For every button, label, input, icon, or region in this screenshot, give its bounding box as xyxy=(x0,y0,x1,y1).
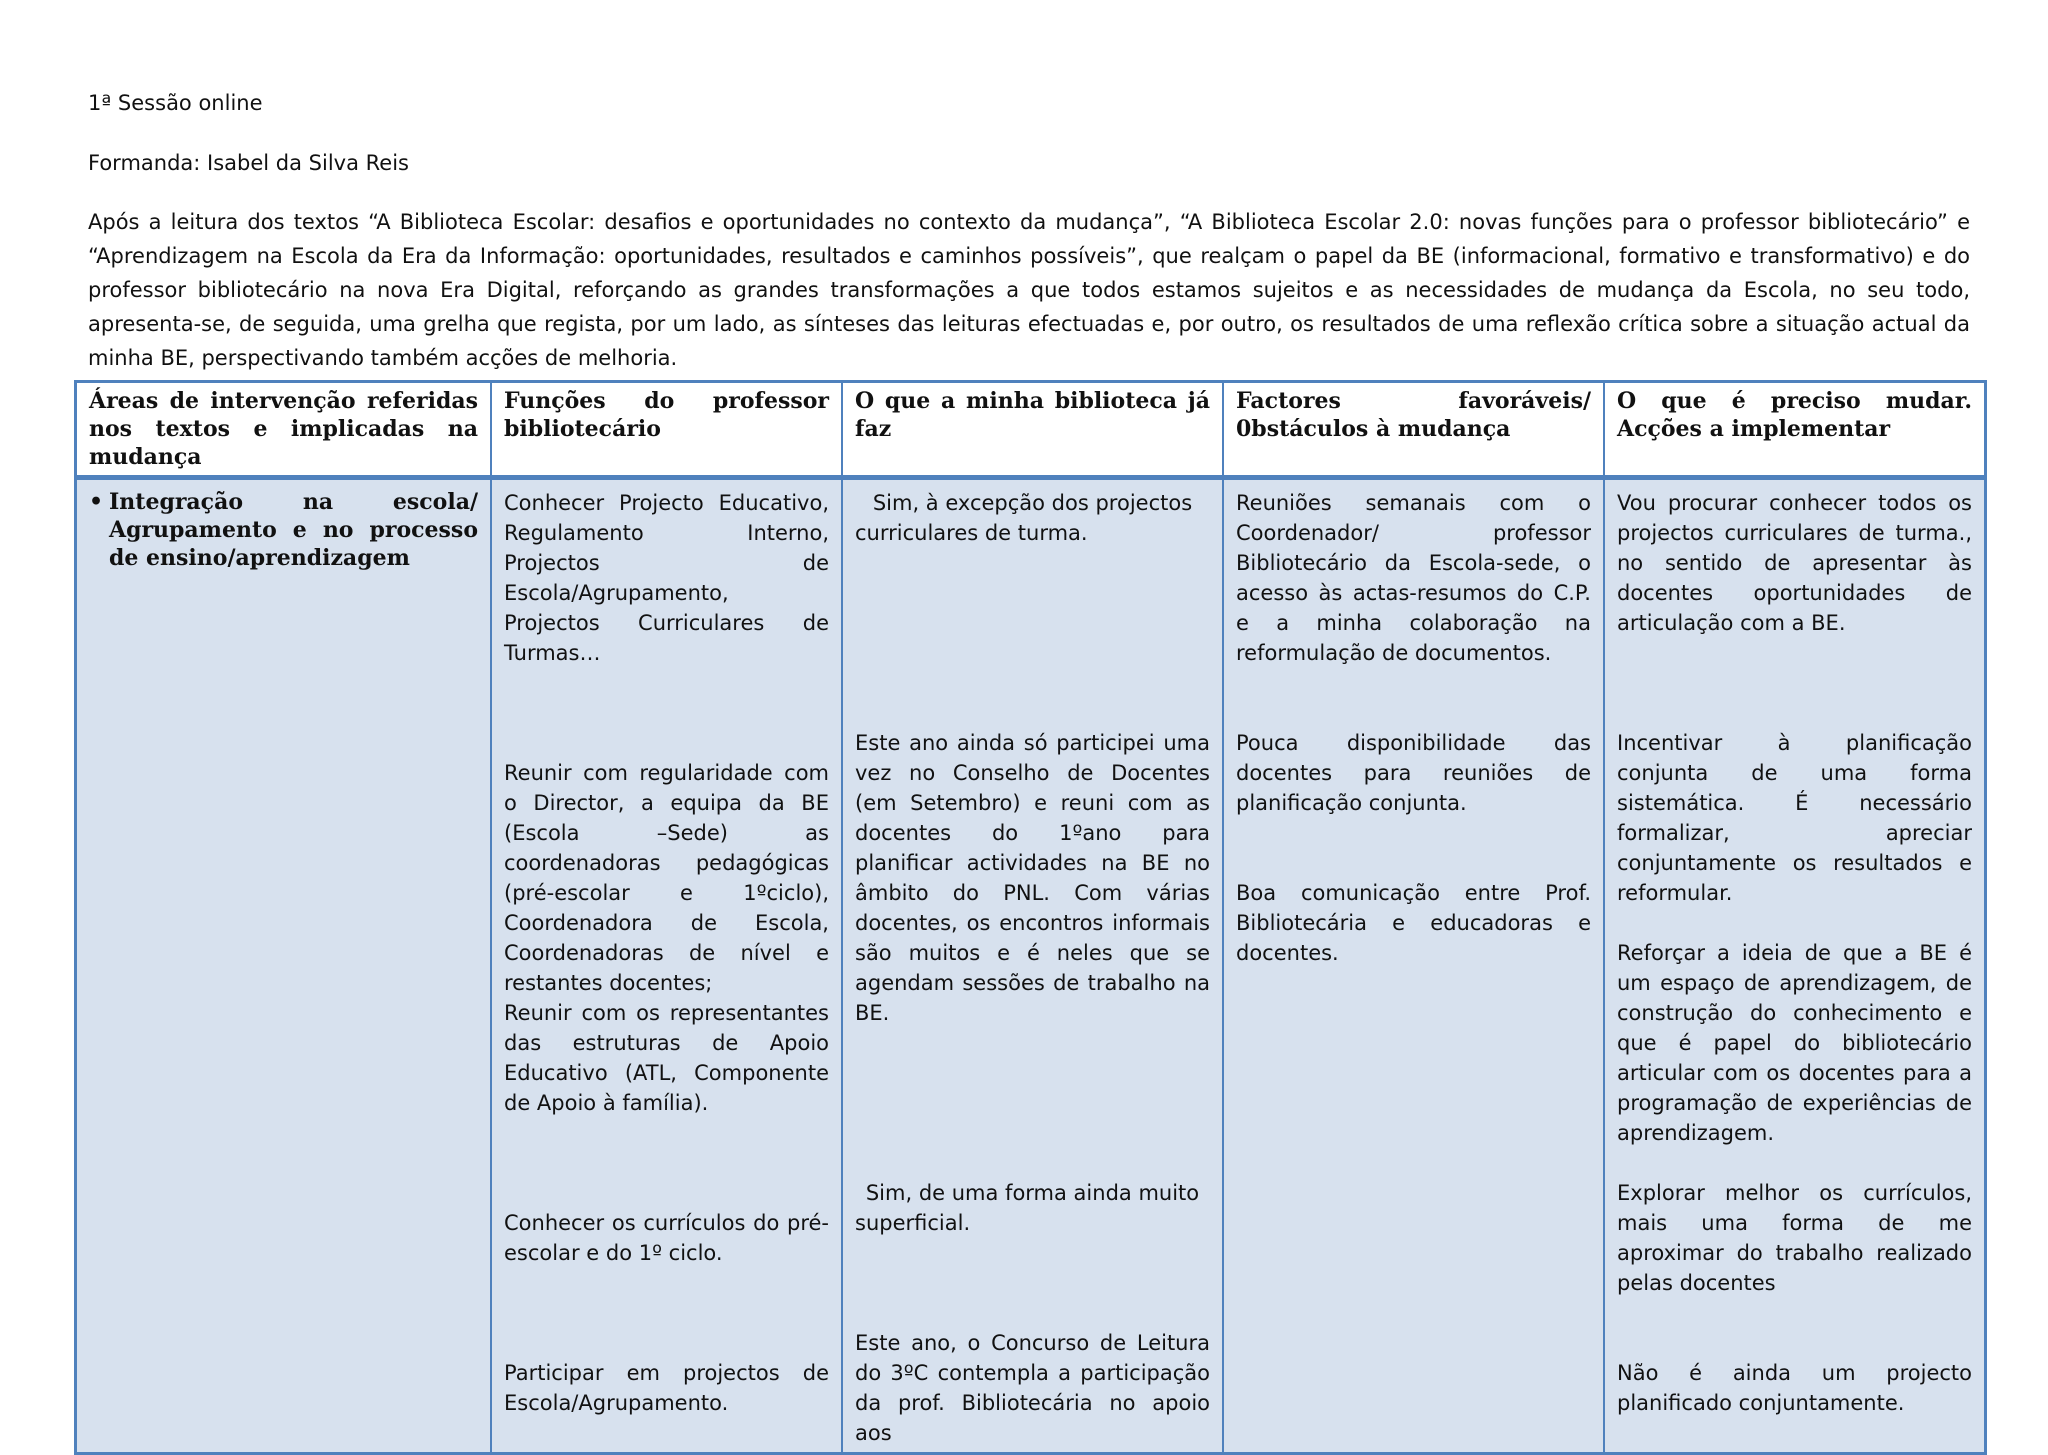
funcao-item: Conhecer os currículos do pré-escolar e do 1º ciclo. xyxy=(504,1211,829,1265)
cell-ja-faz xyxy=(842,478,1223,1454)
cell-area xyxy=(76,478,492,1454)
intro-paragraph: Após a leitura dos textos “A Biblioteca Escolar: desafios e oportunidades no contexto da mudança”, “A Biblioteca Escolar 2.0: novas funções para o professor bibliotecário” e “Aprendizagem na Escola da Era da Informação: oportunidades, resultados e caminhos possíveis”, que realçam o papel da BE (informacional, formativo e transformativo) e do professor bibliotecário na nova Era Digital, reforçando as grandes transformações a que todos estamos sujeitos e as necessidades de mudança da Escola, no seu todo, apresenta-se, de seguida, uma grelha que regista, por um lado, as sínteses das leituras efectuadas e, por outro, os resultados de uma reflexão crítica sobre a situação actual da minha BE, perspectivando também acções de melhoria. xyxy=(88,210,1970,370)
funcao-item: Conhecer Projecto Educativo, Regulamento Interno, Projectos de Escola/Agrupamento, Projectos Curriculares de Turmas… xyxy=(504,491,829,665)
trainee-name: Formanda: Isabel da Silva Reis xyxy=(88,151,409,175)
reflection-grid-table xyxy=(74,380,1987,1455)
faz-item: Este ano ainda só participei uma vez no Conselho de Docentes (em Setembro) e reuni com as docentes do 1ºano para planificar actividades na BE no âmbito do PNL. Com várias docentes, os encontros informais são muitos e é neles que se agendam sessões de trabalho na BE. xyxy=(855,731,1210,1025)
faz-item: Este ano, o Concurso de Leitura do 3ºC contempla a participação da prof. Bibliotecária no apoio aos xyxy=(855,1331,1210,1445)
accao-item: Reforçar a ideia de que a BE é um espaço de aprendizagem, de construção do conhecimento e que é papel do bibliotecário articular com os docentes para a programação de experiências de aprendizagem. xyxy=(1617,941,1972,1145)
factor-item: Reuniões semanais com o Coordenador/ professor Bibliotecário da Escola-sede, o acesso às actas-resumos do C.P. e a minha colaboração na reformulação de documentos. xyxy=(1236,491,1591,665)
factor-item: Boa comunicação entre Prof. Bibliotecária e educadoras e docentes. xyxy=(1236,881,1591,965)
accao-item: Explorar melhor os currículos, mais uma forma de me aproximar do trabalho realizado pelas docentes xyxy=(1617,1181,1972,1295)
header-accoes: O que é preciso mudar. Acções a implementar xyxy=(1604,382,1986,478)
header-funcoes: Funções do professor bibliotecário xyxy=(491,382,842,478)
cell-funcoes xyxy=(491,478,842,1454)
header-areas: Áreas de intervenção referidas nos textos e implicadas na mudança xyxy=(76,382,492,478)
funcao-item: Reunir com regularidade com o Director, a equipa da BE (Escola –Sede) as coordenadoras pedagógicas (pré-escolar e 1ºciclo), Coordenadora de Escola, Coordenadoras de nível e restantes docentes; xyxy=(504,761,829,995)
cell-accoes xyxy=(1604,478,1986,1454)
header-ja-faz: O que a minha biblioteca já faz xyxy=(842,382,1223,478)
factor-item: Pouca disponibilidade das docentes para reuniões de planificação conjunta. xyxy=(1236,731,1591,815)
faz-item: Sim, de uma forma ainda muito superficial. xyxy=(855,1181,1200,1235)
funcao-item: Reunir com os representantes das estruturas de Apoio Educativo (ATL, Componente de Apoio à família). xyxy=(504,1001,829,1115)
table-row xyxy=(76,478,1986,1454)
accao-item: Não é ainda um projecto planificado conjuntamente. xyxy=(1617,1361,1972,1415)
accao-item: Vou procurar conhecer todos os projectos curriculares de turma., no sentido de apresentar às docentes oportunidades de articulação com a BE. xyxy=(1617,491,1972,635)
faz-item: Sim, à excepção dos projectos curriculares de turma. xyxy=(855,491,1193,545)
funcao-item: Participar em projectos de Escola/Agrupamento. xyxy=(504,1361,829,1415)
header-factores: Factores favoráveis/ 0bstáculos à mudança xyxy=(1223,382,1604,478)
area-bullet-item: • Integração na escola/ Agrupamento e no processo de ensino/aprendizagem xyxy=(89,488,478,572)
table-header-row xyxy=(76,382,1986,478)
cell-factores xyxy=(1223,478,1604,1454)
session-title: 1ª Sessão online xyxy=(88,91,263,115)
accao-item: Incentivar à planificação conjunta de uma forma sistemática. É necessário formalizar, apreciar conjuntamente os resultados e reformular. xyxy=(1617,731,1972,905)
